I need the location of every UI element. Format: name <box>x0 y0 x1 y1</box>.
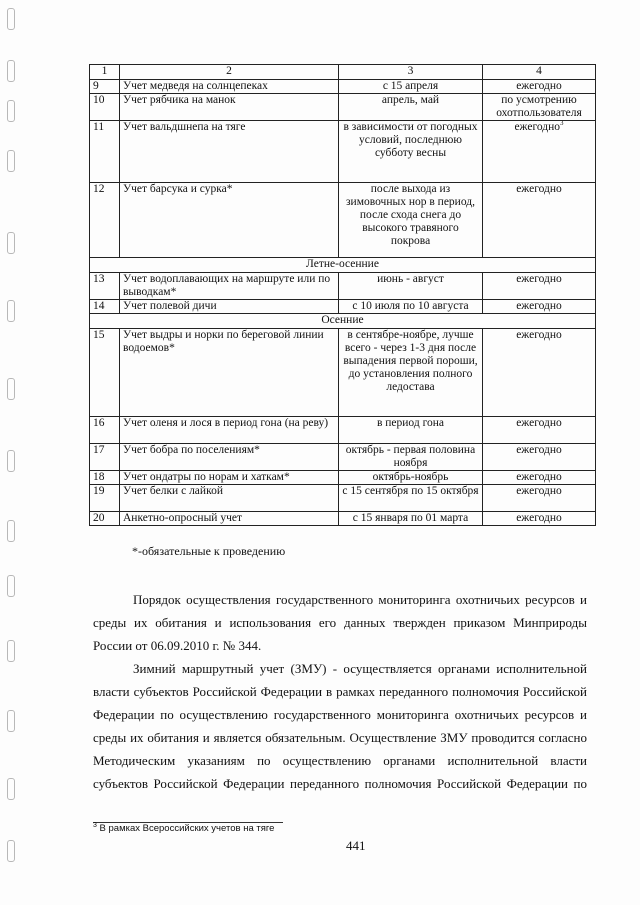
census-period <box>339 485 483 512</box>
census-name-text: Учет полевой дичи <box>123 300 217 312</box>
row-number <box>90 300 120 314</box>
census-frequency <box>483 94 596 121</box>
table-row <box>90 417 596 444</box>
census-frequency-text: ежегодно <box>514 121 561 133</box>
column-header: 2 <box>120 65 339 80</box>
table-header-row <box>90 65 596 80</box>
census-table <box>89 64 596 526</box>
census-name-text: Анкетно-опросный учет <box>123 512 242 524</box>
census-period-text: после выхода из зимовочных нор в период, после схода снега до высокого травяного покрова <box>346 183 475 247</box>
table-row <box>90 512 596 526</box>
row-number-text: 16 <box>93 417 105 429</box>
census-name-text: Учет выдры и норки по береговой линии водоемов* <box>123 329 324 354</box>
census-name <box>120 121 339 183</box>
row-number <box>90 417 120 444</box>
paragraph-winter-census: Зимний маршрутный учет (ЗМУ) - осуществляется органами исполнительной власти субъектов Российской Федерации в рамках переданного полномочия Российской Федерации по осуществлению государственного мониторинга охотничьих ресурсов и среды их обитания и является обязательным. Осуществление ЗМУ проводится согласно Методическим указаниям по осуществлению органами исполнительной власти субъектов Российской Федерации переданного полномочия Российской Федерации по <box>93 661 587 791</box>
row-number <box>90 183 120 258</box>
census-period <box>339 183 483 258</box>
census-frequency <box>483 300 596 314</box>
column-header: 4 <box>483 65 596 80</box>
row-number-text: 9 <box>93 80 99 92</box>
census-period <box>339 417 483 444</box>
census-frequency <box>483 417 596 444</box>
census-period-text: с 15 апреля <box>382 80 439 92</box>
census-name <box>120 512 339 526</box>
table-row <box>90 121 596 183</box>
census-period <box>339 512 483 526</box>
census-name <box>120 485 339 512</box>
census-period <box>339 273 483 300</box>
row-number-text: 10 <box>93 94 105 106</box>
census-frequency-text: ежегодно <box>516 80 562 92</box>
table-row <box>90 444 596 471</box>
census-name-text: Учет белки с лайкой <box>123 485 223 497</box>
row-number-text: 19 <box>93 485 105 497</box>
census-period <box>339 121 483 183</box>
census-frequency-text: по усмотрению охотпользователя <box>496 94 582 119</box>
census-period <box>339 94 483 121</box>
census-period-text: октябрь - первая половина ноября <box>345 444 476 469</box>
census-period <box>339 444 483 471</box>
census-period-text: в зависимости от погодных условий, последнюю субботу весны <box>343 121 478 159</box>
census-name <box>120 300 339 314</box>
census-name <box>120 329 339 417</box>
census-frequency <box>483 485 596 512</box>
row-number <box>90 94 120 121</box>
census-frequency <box>483 512 596 526</box>
table-row <box>90 183 596 258</box>
census-frequency-text: ежегодно <box>516 273 562 285</box>
census-frequency <box>483 329 596 417</box>
census-name-text: Учет медведя на солнцепеках <box>123 80 268 92</box>
census-name-text: Учет оленя и лося в период гона (на реву) <box>123 417 329 429</box>
table-section-row <box>90 314 596 329</box>
footnote <box>93 823 274 834</box>
row-number <box>90 512 120 526</box>
census-name <box>120 471 339 485</box>
census-name <box>120 273 339 300</box>
census-period-text: с 15 сентября по 15 октября <box>342 485 479 497</box>
census-name-text: Учет вальдшнепа на тяге <box>123 121 246 133</box>
table-row <box>90 485 596 512</box>
census-frequency <box>483 444 596 471</box>
row-number-text: 15 <box>93 329 105 341</box>
census-frequency-text: ежегодно <box>516 471 562 483</box>
census-period <box>339 471 483 485</box>
census-frequency <box>483 121 596 183</box>
table-row <box>90 80 596 94</box>
census-period-text: с 10 июля по 10 августа <box>352 300 469 312</box>
census-name-text: Учет барсука и сурка* <box>123 183 233 195</box>
census-frequency-text: ежегодно <box>516 329 562 341</box>
row-number-text: 20 <box>93 512 105 524</box>
census-frequency-text: ежегодно <box>516 485 562 497</box>
census-name <box>120 94 339 121</box>
column-header: 1 <box>90 65 120 80</box>
table-row <box>90 300 596 314</box>
table-row <box>90 329 596 417</box>
census-name <box>120 417 339 444</box>
census-name <box>120 80 339 94</box>
census-frequency-text: ежегодно <box>516 183 562 195</box>
row-number <box>90 471 120 485</box>
census-name <box>120 183 339 258</box>
table-row <box>90 471 596 485</box>
census-period-text: июнь - август <box>377 273 444 285</box>
row-number <box>90 273 120 300</box>
census-name-text: Учет ондатры по норам и хаткам* <box>123 471 290 483</box>
census-name-text: Учет рябчика на манок <box>123 94 236 106</box>
census-frequency <box>483 273 596 300</box>
row-number <box>90 80 120 94</box>
census-period-text: в сентябре-ноябре, лучше всего - через 1-3 дня после выпадения первой пороши, до установления полного ледостава <box>343 329 478 393</box>
footnote-reference: 3 <box>560 120 564 128</box>
census-frequency-text: ежегодно <box>516 417 562 429</box>
binder-holes <box>4 0 18 905</box>
row-number <box>90 485 120 512</box>
census-period-text: в период гона <box>376 417 445 429</box>
census-name <box>120 444 339 471</box>
row-number-text: 17 <box>93 444 105 456</box>
footnote-text: В рамках Всероссийских учетов на тяге <box>99 823 275 834</box>
census-period <box>339 329 483 417</box>
row-number-text: 12 <box>93 183 105 195</box>
row-number-text: 13 <box>93 273 105 285</box>
census-frequency-text: ежегодно <box>516 512 562 524</box>
row-number <box>90 329 120 417</box>
table-row <box>90 273 596 300</box>
census-frequency <box>483 183 596 258</box>
page-number: 441 <box>346 838 366 853</box>
census-frequency <box>483 471 596 485</box>
census-name-text: Учет бобра по поселениям* <box>123 444 260 456</box>
table-section-row <box>90 258 596 273</box>
census-period <box>339 300 483 314</box>
row-number-text: 18 <box>93 471 105 483</box>
census-name-text: Учет водоплавающих на маршруте или по выводкам* <box>123 273 331 298</box>
row-number-text: 11 <box>93 121 105 133</box>
row-number <box>90 444 120 471</box>
table-row <box>90 94 596 121</box>
column-header: 3 <box>339 65 483 80</box>
row-number <box>90 121 120 183</box>
census-frequency-text: ежегодно <box>516 444 562 456</box>
census-frequency <box>483 80 596 94</box>
footnote-mark: 3 <box>93 821 97 829</box>
table-note: *-обязательные к проведению <box>132 544 286 558</box>
census-period-text: апрель, май <box>381 94 440 106</box>
census-period-text: октябрь-ноябрь <box>372 471 449 483</box>
census-period-text: с 15 января по 01 марта <box>352 512 469 524</box>
section-label: Летне-осенние <box>90 258 596 273</box>
section-label: Осенние <box>90 314 596 329</box>
row-number-text: 14 <box>93 300 105 312</box>
census-frequency-text: ежегодно <box>516 300 562 312</box>
paragraph-monitoring-order: Порядок осуществления государственного мониторинга охотничьих ресурсов и среды их обитания и использования его данных твержден приказом Минприроды России от 06.09.2010 г. № 344. <box>93 592 587 653</box>
census-period <box>339 80 483 94</box>
